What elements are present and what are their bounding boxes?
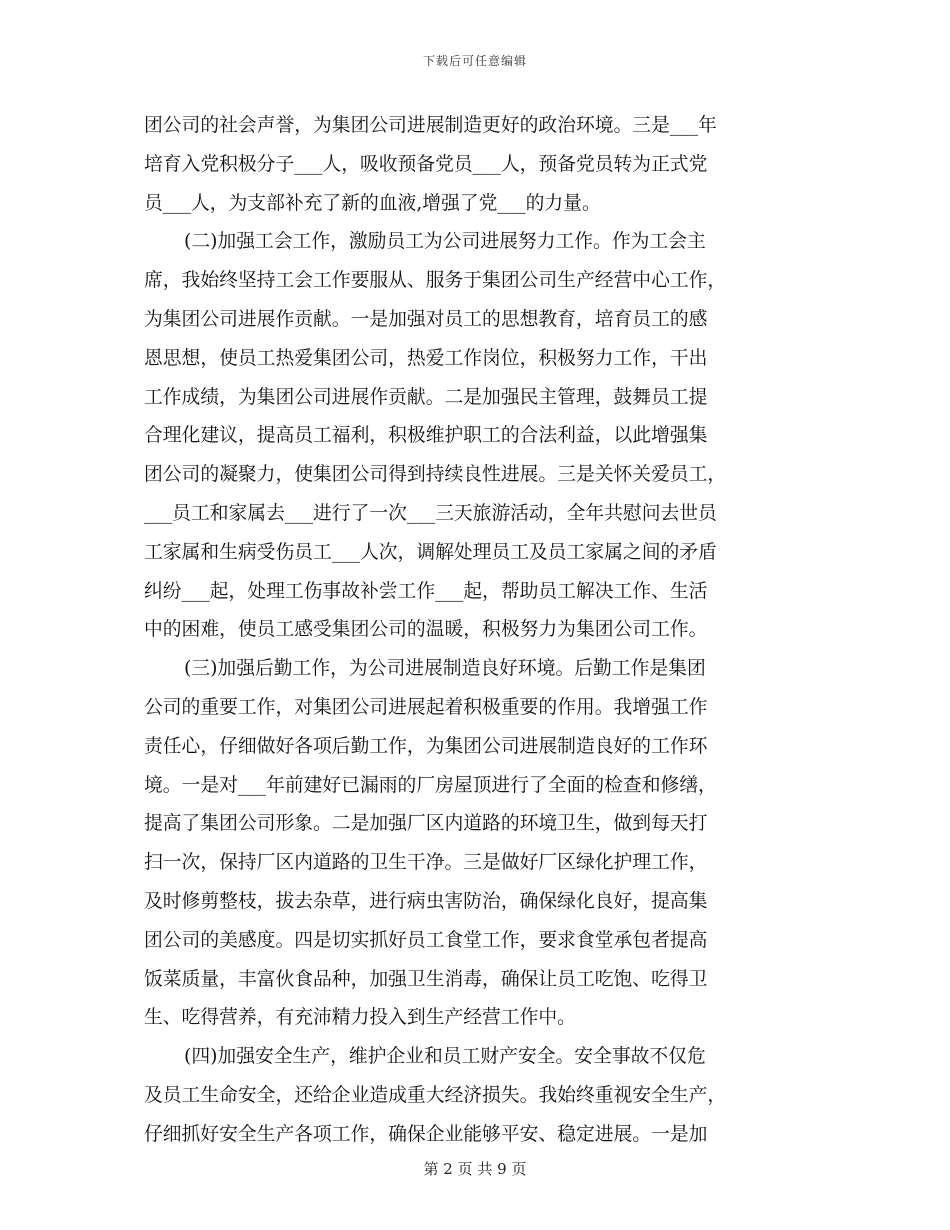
- text-line: 生、吃得营养，有充沛精力投入到生产经营工作中。: [144, 1007, 576, 1029]
- text-line: 团公司的凝聚力，使集团公司得到持续良性进展。三是关怀关爱员工，: [144, 464, 727, 486]
- text-line: 为集团公司进展作贡献。一是加强对员工的思想教育，培育员工的感: [144, 308, 708, 330]
- text-line: 及时修剪整枝，拔去杂草，进行病虫害防治，确保绿化良好，提高集: [144, 890, 708, 912]
- text-line: 合理化建议，提高员工福利，积极维护职工的合法利益，以此增强集: [144, 425, 708, 447]
- text-line: 培育入党积极分子___人，吸收预备党员___人，预备党员转为正式党: [144, 153, 708, 175]
- text-line: 中的困难，使员工感受集团公司的温暖，积极努力为集团公司工作。: [144, 619, 708, 641]
- text-line: 扫一次，保持厂区内道路的卫生干净。三是做好厂区绿化护理工作，: [144, 852, 708, 874]
- text-line: 及员工生命安全，还给企业造成重大经济损失。我始终重视安全生产，: [144, 1084, 727, 1106]
- paragraph-start-line: (三)加强后勤工作，为公司进展制造良好环境。后勤工作是集团: [184, 658, 706, 680]
- paragraph-start-line: (二)加强工会工作，激励员工为公司进展努力工作。作为工会主: [184, 231, 706, 253]
- text-line: 公司的重要工作，对集团公司进展起着积极重要的作用。我增强工作: [144, 696, 708, 718]
- text-line: 责任心，仔细做好各项后勤工作，为集团公司进展制造良好的工作环: [144, 735, 708, 757]
- page-header: 下载后可任意编辑: [422, 54, 527, 68]
- text-line: 恩思想，使员工热爱集团公司，热爱工作岗位，积极努力工作，干出: [144, 347, 708, 369]
- text-line: 仔细抓好安全生产各项工作，确保企业能够平安、稳定进展。一是加: [144, 1123, 708, 1145]
- paragraph-start-line: (四)加强安全生产，维护企业和员工财产安全。安全事故不仅危: [184, 1046, 706, 1068]
- text-line: 团公司的美感度。四是切实抓好员工食堂工作，要求食堂承包者提高: [144, 929, 708, 951]
- text-line: ___员工和家属去___进行了一次___三天旅游活动，全年共慰问去世员: [144, 502, 717, 524]
- text-line: 工作成绩，为集团公司进展作贡献。二是加强民主管理，鼓舞员工提: [144, 386, 708, 408]
- text-line: 境。一是对___年前建好已漏雨的厂房屋顶进行了全面的检查和修缮，: [144, 774, 717, 796]
- text-line: 员___人，为支部补充了新的血液,增强了党___的力量。: [144, 192, 601, 214]
- text-line: 提高了集团公司形象。二是加强厂区内道路的环境卫生，做到每天打: [144, 813, 708, 835]
- text-line: 工家属和生病受伤员工___人次，调解处理员工及员工家属之间的矛盾: [144, 541, 717, 563]
- text-line: 席，我始终坚持工会工作要服从、服务于集团公司生产经营中心工作，: [144, 270, 727, 292]
- page-footer: 第 2 页 共 9 页: [423, 1160, 527, 1178]
- document-body: [144, 107, 808, 1155]
- text-line: 纠纷___起，处理工伤事故补尝工作___起，帮助员工解决工作、生活: [144, 580, 708, 602]
- text-line: 饭菜质量，丰富伙食品种，加强卫生消毒，确保让员工吃饱、吃得卫: [144, 968, 708, 990]
- text-line: 团公司的社会声誉，为集团公司进展制造更好的政治环境。三是___年: [144, 115, 717, 136]
